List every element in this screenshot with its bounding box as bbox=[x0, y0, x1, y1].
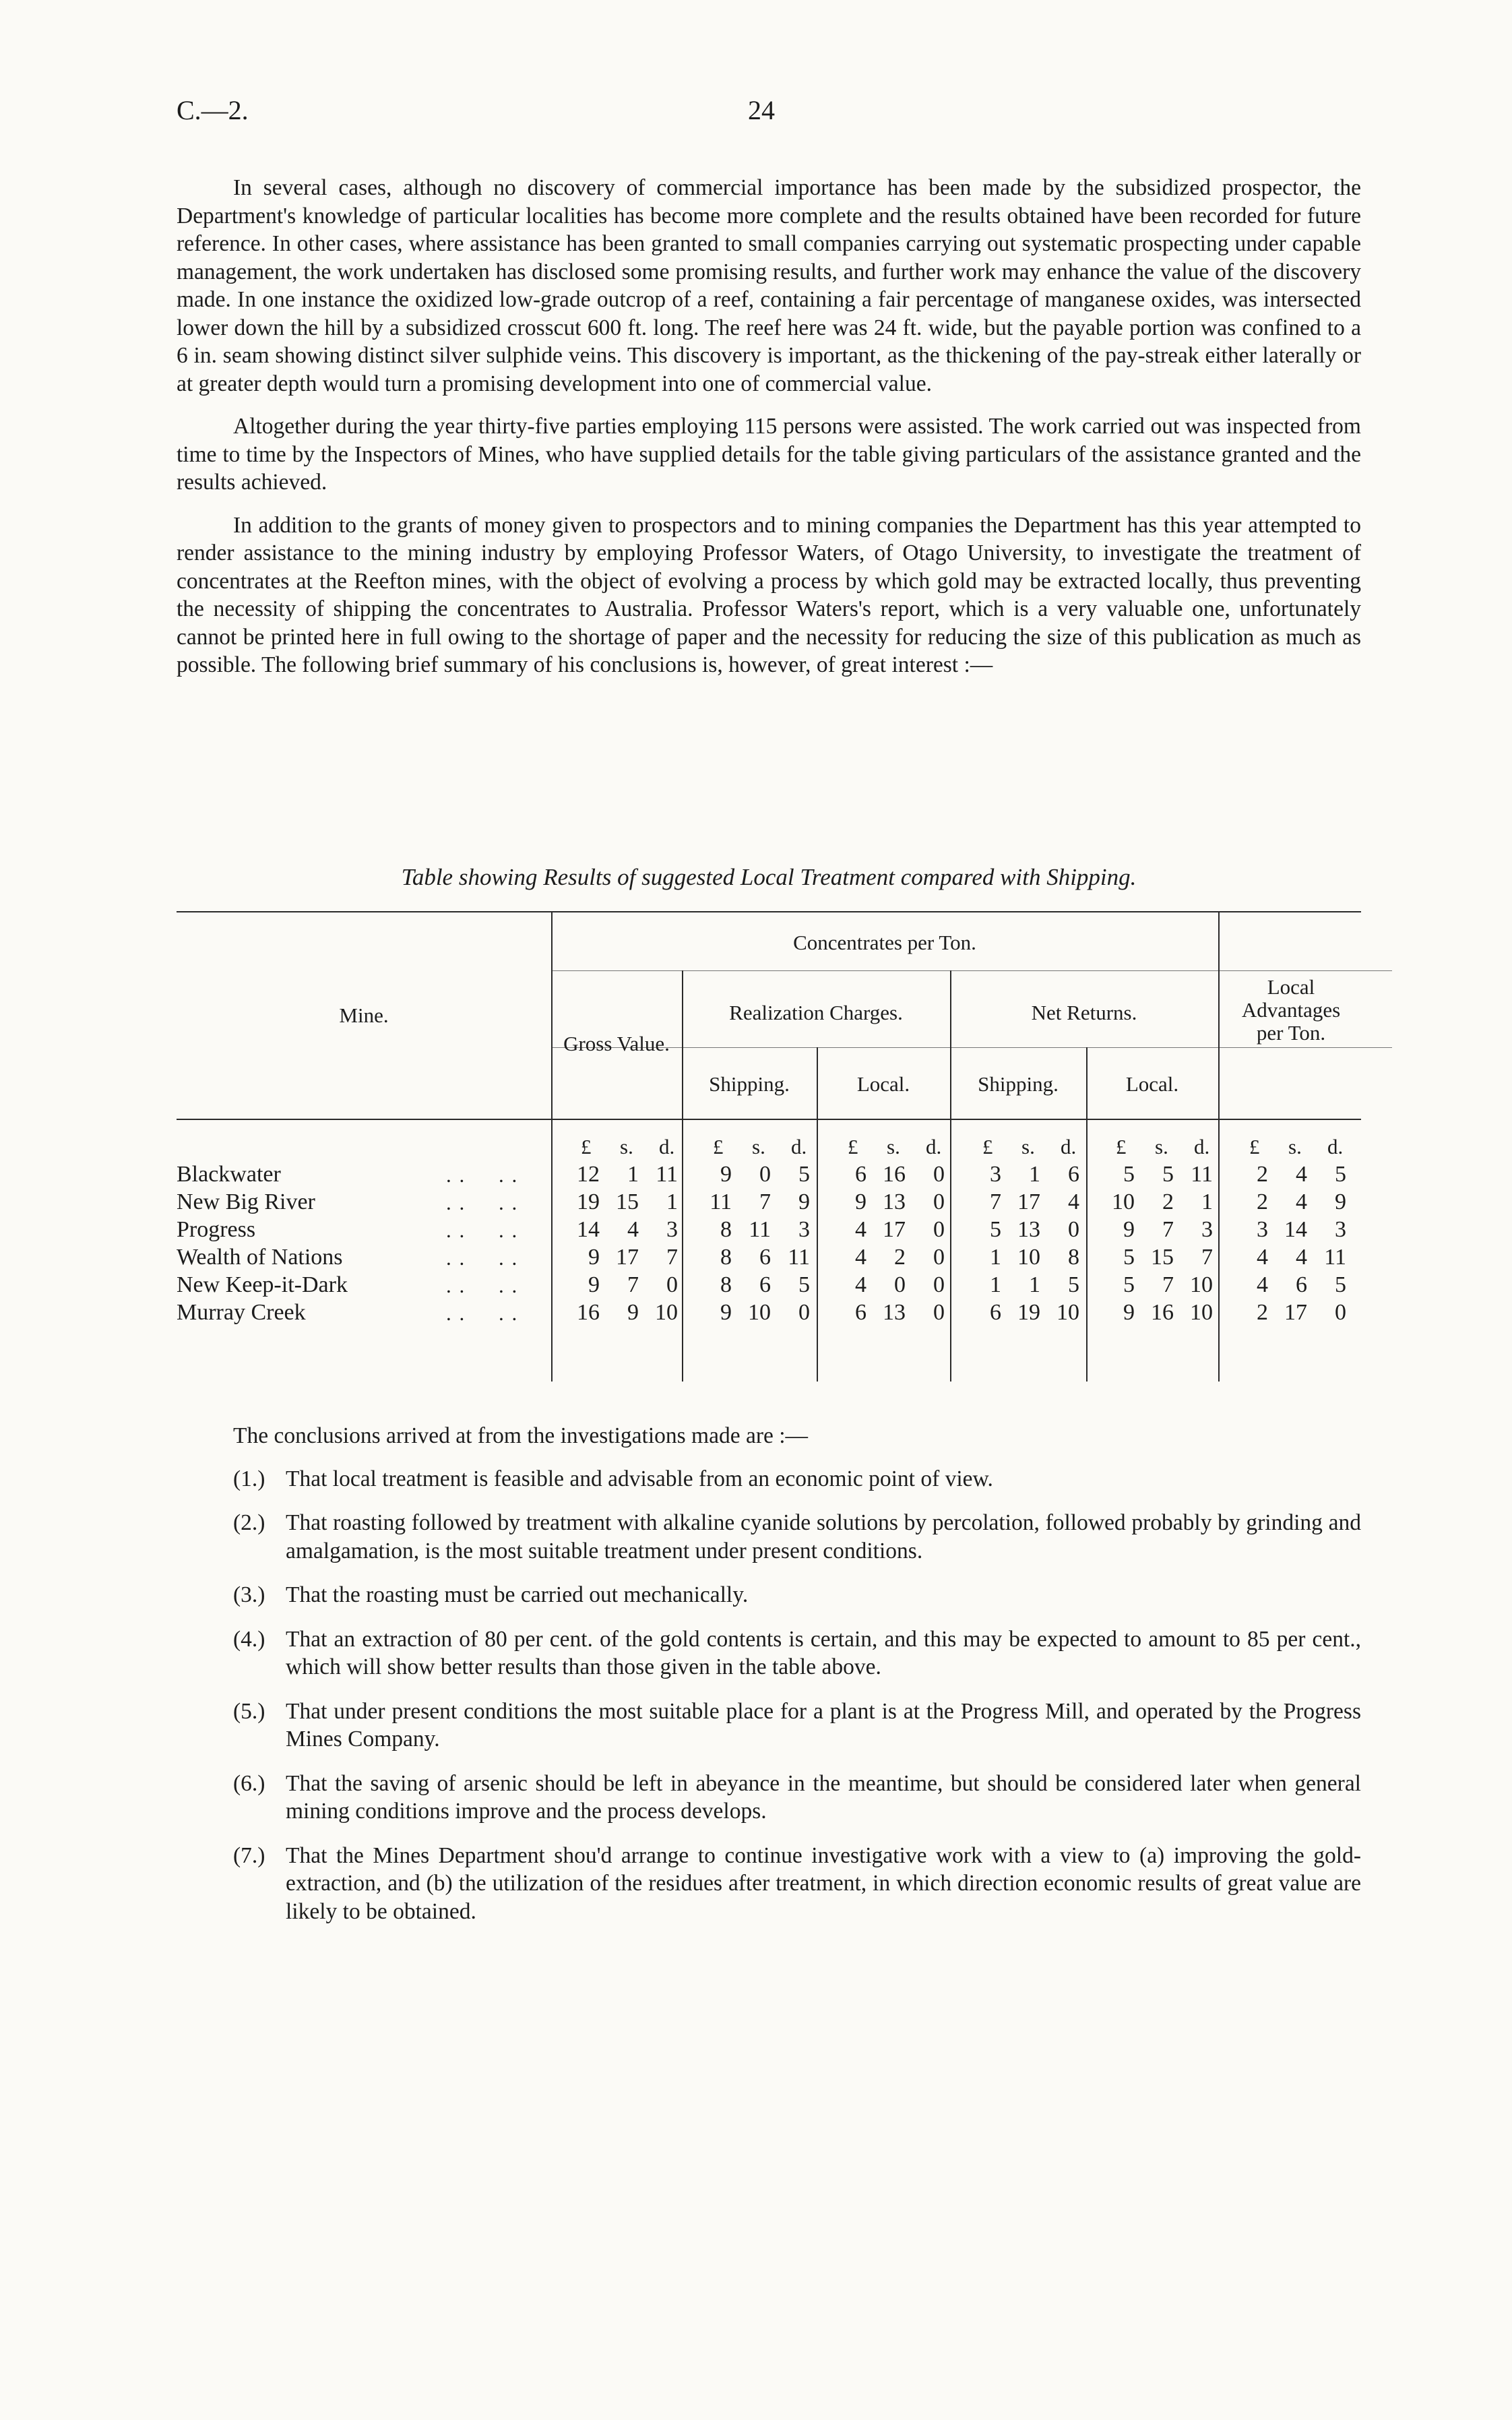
cell-net_local-pence: 1 bbox=[1201, 1189, 1213, 1214]
cell-gross-pound: 16 bbox=[577, 1300, 600, 1325]
results-table bbox=[177, 911, 1361, 1383]
unit-net_ship-pence: d. bbox=[1061, 1135, 1077, 1158]
cell-adv-shilling: 6 bbox=[1296, 1272, 1307, 1297]
item-text: That an extraction of 80 per cent. of the gold contents is certain, and this may be expected to amount to 85 per cent., which will show better results than those given in the table above. bbox=[286, 1626, 1361, 1679]
cell-adv-pound: 4 bbox=[1257, 1272, 1268, 1297]
table-row-mine: Progress bbox=[177, 1217, 256, 1242]
cell-gross-shilling: 1 bbox=[627, 1162, 639, 1187]
cell-real_ship-pence: 0 bbox=[798, 1300, 810, 1325]
cell-gross-shilling: 7 bbox=[627, 1272, 639, 1297]
leader-dots: . . bbox=[499, 1274, 519, 1297]
unit-real_ship-pence: d. bbox=[791, 1135, 807, 1158]
cell-real_ship-shilling: 6 bbox=[759, 1272, 771, 1297]
conclusion-item-4 bbox=[177, 1625, 1361, 1681]
cell-gross-pound: 9 bbox=[588, 1272, 600, 1297]
cell-net_ship-shilling: 1 bbox=[1029, 1162, 1040, 1187]
cell-real_local-pence: 0 bbox=[933, 1300, 945, 1325]
leader-dots: . . bbox=[446, 1163, 466, 1187]
cell-net_ship-pound: 7 bbox=[990, 1189, 1001, 1214]
cell-real_local-pence: 0 bbox=[933, 1217, 945, 1242]
cell-adv-pence: 3 bbox=[1335, 1217, 1346, 1242]
vrule-6 bbox=[1218, 911, 1220, 1382]
item-text: That the saving of arsenic should be left in abeyance in the meantime, but should be considered later when general mining conditions improve and the process develops. bbox=[286, 1770, 1361, 1824]
cell-gross-shilling: 17 bbox=[616, 1245, 639, 1270]
header-net-local: Local. bbox=[1125, 1072, 1179, 1096]
cell-real_local-pound: 4 bbox=[855, 1272, 867, 1297]
cell-net_ship-shilling: 1 bbox=[1029, 1272, 1040, 1297]
cell-net_ship-shilling: 10 bbox=[1017, 1245, 1040, 1270]
header-real-shipping: Shipping. bbox=[709, 1072, 790, 1096]
item-text: That the Mines Department shou'd arrange to continue investigative work with a view to (a) improving the gold-extraction, and (b) the utilization of the residues after treatment, in which direction economic results of great value are likely to be obtained. bbox=[286, 1842, 1361, 1924]
cell-gross-pence: 11 bbox=[656, 1162, 678, 1187]
table-caption: Table showing Results of suggested Local Treatment compared with Shipping. bbox=[401, 864, 1137, 890]
header-advantage: Local Advantages per Ton. bbox=[1241, 975, 1341, 1045]
cell-adv-pound: 3 bbox=[1257, 1217, 1268, 1242]
cell-real_ship-shilling: 0 bbox=[759, 1162, 771, 1187]
item-text: That roasting followed by treatment with alkaline cyanide solutions by percolation, followed probably by grinding and amalgamation, is the most suitable treatment under present conditions. bbox=[286, 1510, 1361, 1563]
cell-adv-shilling: 14 bbox=[1284, 1217, 1307, 1242]
cell-net_ship-pound: 5 bbox=[990, 1217, 1001, 1242]
item-marker: (7.) bbox=[233, 1842, 265, 1868]
cell-net_local-pound: 5 bbox=[1123, 1272, 1135, 1297]
vrule-5 bbox=[1086, 1047, 1088, 1382]
cell-real_ship-shilling: 10 bbox=[748, 1300, 771, 1325]
unit-adv-shilling: s. bbox=[1288, 1135, 1302, 1158]
item-marker: (6.) bbox=[233, 1770, 265, 1796]
unit-real_local-shilling: s. bbox=[887, 1135, 900, 1158]
cell-adv-pence: 5 bbox=[1335, 1162, 1346, 1187]
unit-adv-pound: £ bbox=[1249, 1135, 1260, 1158]
cell-gross-pence: 3 bbox=[666, 1217, 678, 1242]
table-row-mine: New Keep-it-Dark bbox=[177, 1272, 348, 1297]
item-text: That under present conditions the most suitable place for a plant is at the Progress Mill, and operated by the Progress Mines Company. bbox=[286, 1698, 1361, 1751]
cell-real_ship-pence: 5 bbox=[798, 1162, 810, 1187]
cell-real_ship-pound: 8 bbox=[720, 1245, 732, 1270]
cell-adv-pound: 2 bbox=[1257, 1162, 1268, 1187]
cell-net_ship-pence: 10 bbox=[1057, 1300, 1079, 1325]
unit-net_local-shilling: s. bbox=[1155, 1135, 1168, 1158]
header-mine: Mine. bbox=[339, 1003, 389, 1027]
cell-gross-pence: 10 bbox=[655, 1300, 678, 1325]
cell-real_ship-pence: 9 bbox=[798, 1189, 810, 1214]
leader-dots: . . bbox=[446, 1301, 466, 1325]
cell-adv-pence: 11 bbox=[1324, 1245, 1346, 1270]
cell-gross-pence: 0 bbox=[666, 1272, 678, 1297]
cell-gross-shilling: 4 bbox=[627, 1217, 639, 1242]
cell-real_local-pound: 4 bbox=[855, 1245, 867, 1270]
cell-net_local-shilling: 7 bbox=[1162, 1272, 1174, 1297]
cell-real_local-pound: 4 bbox=[855, 1217, 867, 1242]
cell-net_local-pound: 5 bbox=[1123, 1245, 1135, 1270]
unit-adv-pence: d. bbox=[1327, 1135, 1344, 1158]
cell-net_local-pence: 7 bbox=[1201, 1245, 1213, 1270]
cell-real_ship-pound: 9 bbox=[720, 1162, 732, 1187]
leader-dots: . . bbox=[446, 1246, 466, 1270]
cell-gross-pence: 7 bbox=[666, 1245, 678, 1270]
cell-net_ship-shilling: 19 bbox=[1017, 1300, 1040, 1325]
unit-real_local-pence: d. bbox=[926, 1135, 942, 1158]
cell-net_local-shilling: 2 bbox=[1162, 1189, 1174, 1214]
header-gross: Gross Value. bbox=[563, 1032, 670, 1055]
cell-net_local-pound: 10 bbox=[1112, 1189, 1135, 1214]
conclusion-item-2 bbox=[177, 1509, 1361, 1565]
page-number: 24 bbox=[748, 95, 775, 125]
cell-gross-pound: 9 bbox=[588, 1245, 600, 1270]
cell-real_local-shilling: 17 bbox=[883, 1217, 906, 1242]
cell-net_ship-pence: 6 bbox=[1068, 1162, 1079, 1187]
cell-real_ship-shilling: 7 bbox=[759, 1189, 771, 1214]
cell-adv-pence: 0 bbox=[1335, 1300, 1346, 1325]
cell-real_local-pence: 0 bbox=[933, 1245, 945, 1270]
cell-real_ship-pence: 5 bbox=[798, 1272, 810, 1297]
cell-net_ship-pence: 8 bbox=[1068, 1245, 1079, 1270]
cell-gross-shilling: 9 bbox=[627, 1300, 639, 1325]
cell-real_local-pound: 6 bbox=[855, 1162, 867, 1187]
paragraph-3: In addition to the grants of money given to prospectors and to mining companies the Department has this year attempted to render assistance to the mining industry by employing Professor Waters, of Otago University, to investigate the treatment of concentrates at the Reefton mines, with the object of evolving a process by which gold may be extracted locally, thus preventing the necessity of shipping the concentrates to Australia. Professor Waters's report, which is a very valuable one, unfortunately cannot be printed here in full owing to the shortage of paper and the necessity for reducing the size of this publication as much as possible. The following brief summary of his conclusions is, however, of great interest :— bbox=[177, 512, 1361, 677]
cell-real_ship-shilling: 6 bbox=[759, 1245, 771, 1270]
cell-gross-pound: 19 bbox=[577, 1189, 600, 1214]
item-marker: (3.) bbox=[233, 1582, 265, 1607]
cell-gross-shilling: 15 bbox=[616, 1189, 639, 1214]
cell-net_ship-pound: 3 bbox=[990, 1162, 1001, 1187]
vrule-4 bbox=[950, 970, 951, 1382]
cell-real_local-pence: 0 bbox=[933, 1162, 945, 1187]
unit-real_ship-pound: £ bbox=[713, 1135, 724, 1158]
item-marker: (2.) bbox=[233, 1510, 265, 1535]
unit-net_local-pound: £ bbox=[1116, 1135, 1127, 1158]
cell-net_local-pence: 3 bbox=[1201, 1217, 1213, 1242]
cell-net_local-pound: 5 bbox=[1123, 1162, 1135, 1187]
cell-net_local-pence: 10 bbox=[1190, 1272, 1213, 1297]
cell-net_ship-shilling: 17 bbox=[1017, 1189, 1040, 1214]
conclusion-item-6 bbox=[177, 1770, 1361, 1826]
cell-net_ship-pence: 0 bbox=[1068, 1217, 1079, 1242]
body-text bbox=[177, 174, 1361, 694]
vrule-1 bbox=[551, 911, 553, 1382]
cell-net_ship-shilling: 13 bbox=[1017, 1217, 1040, 1242]
cell-net_local-pence: 10 bbox=[1190, 1300, 1213, 1325]
cell-net_local-shilling: 5 bbox=[1162, 1162, 1174, 1187]
rule-concentrates bbox=[551, 970, 1392, 971]
cell-real_local-pence: 0 bbox=[933, 1189, 945, 1214]
leader-dots: . . bbox=[446, 1218, 466, 1242]
conclusion-item-5 bbox=[177, 1698, 1361, 1754]
conclusion-item-1 bbox=[177, 1465, 1361, 1493]
cell-adv-pence: 9 bbox=[1335, 1189, 1346, 1214]
table-row-mine: Blackwater bbox=[177, 1162, 281, 1187]
leader-dots: . . bbox=[499, 1246, 519, 1270]
unit-gross-pence: d. bbox=[659, 1135, 675, 1158]
cell-net_local-shilling: 16 bbox=[1151, 1300, 1174, 1325]
unit-gross-shilling: s. bbox=[620, 1135, 633, 1158]
cell-net_ship-pound: 1 bbox=[990, 1245, 1001, 1270]
series-label: C.—2. bbox=[177, 95, 249, 125]
cell-real_local-pound: 6 bbox=[855, 1300, 867, 1325]
item-text: That the roasting must be carried out mechanically. bbox=[286, 1582, 749, 1607]
table-rule-top bbox=[177, 911, 1361, 912]
unit-net_ship-pound: £ bbox=[982, 1135, 993, 1158]
conclusion-item-7 bbox=[177, 1842, 1361, 1926]
leader-dots: . . bbox=[499, 1191, 519, 1214]
cell-gross-pound: 14 bbox=[577, 1217, 600, 1242]
cell-adv-pound: 2 bbox=[1257, 1189, 1268, 1214]
cell-real_local-pence: 0 bbox=[933, 1272, 945, 1297]
header-realization: Realization Charges. bbox=[729, 1001, 903, 1024]
cell-adv-shilling: 4 bbox=[1296, 1189, 1307, 1214]
cell-real_local-shilling: 2 bbox=[894, 1245, 906, 1270]
unit-net_ship-shilling: s. bbox=[1021, 1135, 1035, 1158]
cell-adv-shilling: 4 bbox=[1296, 1162, 1307, 1187]
cell-real_local-shilling: 13 bbox=[883, 1189, 906, 1214]
leader-dots: . . bbox=[446, 1191, 466, 1214]
cell-net_ship-pound: 1 bbox=[990, 1272, 1001, 1297]
cell-real_ship-pence: 11 bbox=[788, 1245, 810, 1270]
vrule-2 bbox=[682, 970, 683, 1382]
cell-real_local-shilling: 13 bbox=[883, 1300, 906, 1325]
cell-real_local-shilling: 0 bbox=[894, 1272, 906, 1297]
paragraph-1: In several cases, although no discovery of commercial importance has been made by the subsidized prospector, the Department's knowledge of particular localities has become more complete and the results obtained have been recorded for future reference. In other cases, where assistance has been granted to small companies carrying out systematic prospecting under capable management, the work undertaken has disclosed some promising results, and further work may enhance the value of the discovery made. In one instance the oxidized low-grade outcrop of a reef, containing a fair percentage of manganese oxides, was intersected lower down the hill by a subsidized crosscut 600 ft. long. The reef here was 24 ft. wide, but the payable portion was confined to a 6 in. seam showing distinct silver sulphide veins. This discovery is important, as the thickening of the pay-streak either laterally or at greater depth would turn a promising development into one of commercial value. bbox=[177, 175, 1361, 396]
cell-adv-shilling: 4 bbox=[1296, 1245, 1307, 1270]
cell-real_ship-shilling: 11 bbox=[749, 1217, 771, 1242]
vrule-3 bbox=[817, 1047, 818, 1382]
table-row-mine: Wealth of Nations bbox=[177, 1245, 343, 1270]
header-net: Net Returns. bbox=[1031, 1001, 1137, 1024]
unit-gross-pound: £ bbox=[581, 1135, 592, 1158]
conclusion-item-3 bbox=[177, 1581, 1361, 1609]
unit-net_local-pence: d. bbox=[1194, 1135, 1210, 1158]
cell-net_local-pound: 9 bbox=[1123, 1217, 1135, 1242]
header-net-shipping: Shipping. bbox=[978, 1072, 1059, 1096]
header-concentrates: Concentrates per Ton. bbox=[793, 931, 976, 954]
cell-adv-shilling: 17 bbox=[1284, 1300, 1307, 1325]
cell-real_ship-pound: 11 bbox=[710, 1189, 732, 1214]
unit-real_local-pound: £ bbox=[848, 1135, 858, 1158]
cell-net_local-pence: 11 bbox=[1191, 1162, 1213, 1187]
table-rule-head bbox=[177, 1119, 1361, 1120]
conclusions-list bbox=[177, 1465, 1361, 1926]
item-marker: (4.) bbox=[233, 1626, 265, 1652]
item-marker: (5.) bbox=[233, 1698, 265, 1724]
cell-net_local-shilling: 7 bbox=[1162, 1217, 1174, 1242]
unit-real_ship-shilling: s. bbox=[752, 1135, 765, 1158]
cell-real_local-pound: 9 bbox=[855, 1189, 867, 1214]
cell-real_local-shilling: 16 bbox=[883, 1162, 906, 1187]
cell-net_local-pound: 9 bbox=[1123, 1300, 1135, 1325]
cell-net_ship-pence: 5 bbox=[1068, 1272, 1079, 1297]
cell-net_local-shilling: 15 bbox=[1151, 1245, 1174, 1270]
cell-real_ship-pound: 8 bbox=[720, 1272, 732, 1297]
leader-dots: . . bbox=[499, 1301, 519, 1325]
cell-real_ship-pence: 3 bbox=[798, 1217, 810, 1242]
cell-gross-pence: 1 bbox=[666, 1189, 678, 1214]
leader-dots: . . bbox=[446, 1274, 466, 1297]
cell-adv-pound: 4 bbox=[1257, 1245, 1268, 1270]
cell-adv-pence: 5 bbox=[1335, 1272, 1346, 1297]
cell-adv-pound: 2 bbox=[1257, 1300, 1268, 1325]
table-row-mine: Murray Creek bbox=[177, 1300, 306, 1325]
table-row-mine: New Big River bbox=[177, 1189, 315, 1214]
conclusions bbox=[177, 1422, 1361, 1942]
cell-gross-pound: 12 bbox=[577, 1162, 600, 1187]
leader-dots: . . bbox=[499, 1218, 519, 1242]
leader-dots: . . bbox=[499, 1163, 519, 1187]
paragraph-2: Altogether during the year thirty-five parties employing 115 persons were assisted. The work carried out was inspected from time to time by the Inspectors of Mines, who have supplied details for the table giving particulars of the assistance granted and the results achieved. bbox=[177, 414, 1361, 495]
item-marker: (1.) bbox=[233, 1466, 265, 1491]
cell-real_ship-pound: 8 bbox=[720, 1217, 732, 1242]
cell-net_ship-pound: 6 bbox=[990, 1300, 1001, 1325]
header-real-local: Local. bbox=[856, 1072, 910, 1096]
item-text: That local treatment is feasible and advisable from an economic point of view. bbox=[286, 1466, 993, 1491]
conclusions-intro: The conclusions arrived at from the investigations made are :— bbox=[233, 1423, 809, 1448]
cell-real_ship-pound: 9 bbox=[720, 1300, 732, 1325]
cell-net_ship-pence: 4 bbox=[1068, 1189, 1079, 1214]
